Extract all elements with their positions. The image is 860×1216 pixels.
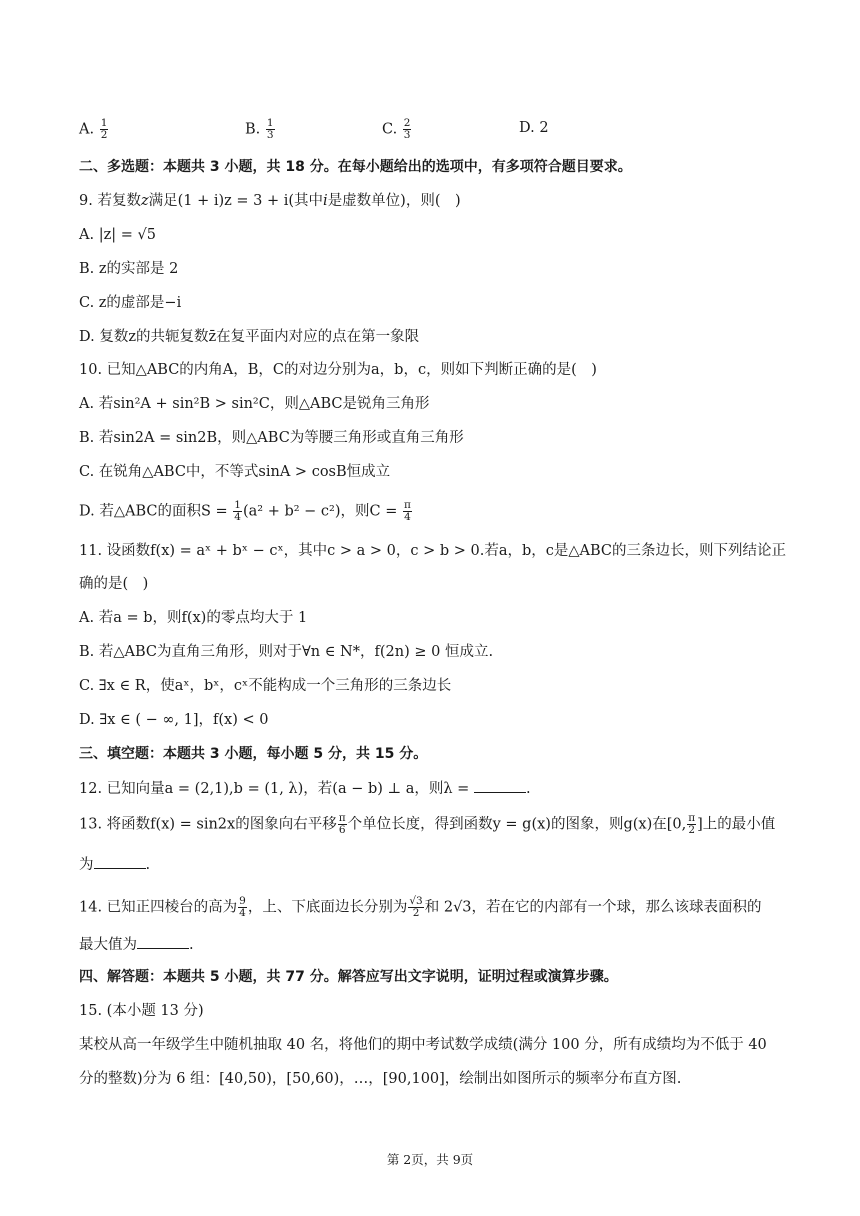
q15-title: 15. (本小题 13 分) [79, 1003, 204, 1019]
numerator: √3 [409, 895, 423, 907]
q9-option-d: D. 复数z的共轭复数z̄在复平面内对应的点在第一象限 [79, 329, 420, 345]
q14-stem-line1 [79, 896, 788, 919]
numerator: 9 [239, 895, 246, 907]
denominator: 2 [100, 129, 108, 141]
fraction [238, 896, 247, 919]
fraction [403, 118, 412, 141]
q12-vector-a: a = (2,1), [164, 781, 234, 797]
q11-option-a: A. 若a = b，则f(x)的零点均大于 1 [79, 610, 308, 626]
fraction [338, 813, 347, 836]
answer-blank [474, 778, 526, 793]
q13-mid: 个单位长度，得到函数y = g(x)的图象，则g(x)在[0, [347, 816, 687, 833]
q14-mid2: 和 2√3，若在它的内部有一个球，那么该球表面积的 [424, 899, 762, 916]
option-c [382, 118, 412, 141]
q14-mid: ，上、下底面边长分别为 [247, 899, 408, 916]
q12-prefix: 12. 已知向量 [79, 781, 165, 797]
q13-line2-suffix: . [145, 857, 151, 873]
q11-option-c: C. ∃x ∈ R，使aˣ，bˣ，cˣ不能构成一个三角形的三条边长 [79, 678, 452, 694]
q9-stem-mid: 满足(1 + i)z = 3 + i(其中 [148, 193, 324, 209]
numerator: 1 [234, 499, 241, 511]
q10-option-a: A. 若sin²A + sin²B > sin²C，则△ABC是锐角三角形 [79, 396, 430, 412]
q11-stem-line2: 确的是( ) [79, 576, 149, 592]
numerator: 1 [100, 117, 108, 129]
option-label: C. [382, 121, 398, 138]
q10-stem: 10. 已知△ABC的内角A，B，C的对边分别为a，b，c，则如下判断正确的是( ) [79, 362, 597, 378]
q15-line2: 分的整数)分为 6 组：[40,50)，[50,60)，…，[90,100]，绘制出如图所示的频率分布直方图. [79, 1071, 682, 1087]
q9-stem-prefix: 9. 若复数 [79, 193, 141, 209]
denominator: 6 [338, 824, 346, 836]
q9-stem-suffix: 是虚数单位)，则( ) [327, 193, 461, 209]
q12-condition: a − b) ⊥ a，则λ = [337, 781, 470, 797]
q10-option-c: C. 在锐角△ABC中，不等式sinA > cosB恒成立 [79, 464, 391, 480]
option-b [245, 118, 276, 141]
q12-stem [79, 778, 788, 799]
answer-blank [94, 854, 146, 869]
q14-line2-prefix: 最大值为 [79, 937, 137, 953]
q11-option-b: B. 若△ABC为直角三角形，则对于∀n ∈ N*，f(2n) ≥ 0 恒成立. [79, 644, 494, 660]
page-footer: 第 2页，共 9页 [386, 1152, 474, 1167]
q13-suffix: ]上的最小值 [697, 816, 776, 833]
q12-vector-b: b = (1, λ)，若( [233, 781, 338, 797]
denominator: 3 [403, 129, 411, 141]
denominator: 4 [404, 511, 411, 523]
q9-option-b: B. z的实部是 2 [79, 261, 179, 277]
numerator: π [338, 812, 346, 824]
fraction [408, 896, 423, 919]
option-d: D. 2 [519, 120, 549, 136]
q13-stem-line2 [79, 854, 788, 875]
numerator: 1 [266, 117, 274, 129]
q11-option-d: D. ∃x ∈ ( − ∞, 1]，f(x) < 0 [79, 712, 269, 728]
q10-d-prefix: D. 若△ABC的面积S = [79, 503, 228, 520]
option-a [79, 118, 109, 141]
numerator: 2 [403, 117, 411, 129]
section-heading-fill-in: 三、填空题：本题共 3 小题，每小题 5 分，共 15 分。 [79, 746, 428, 762]
q14-line2-suffix: . [189, 937, 194, 953]
q12-suffix: . [525, 781, 531, 797]
q14-stem-line2 [79, 934, 788, 955]
option-label: B. [245, 121, 261, 138]
q9-option-a: A. |z| = √5 [79, 227, 156, 243]
q9-stem: 9. 若复数z满足(1 + i)z = 3 + i(其中i是虚数单位)，则( ) [79, 193, 461, 209]
q15-line1: 某校从高一年级学生中随机抽取 40 名，将他们的期中考试数学成绩(满分 100 分，所有成绩均为不低于 40 [79, 1037, 767, 1053]
fraction [687, 813, 696, 836]
q9-option-c: C. z的虚部是−i [79, 295, 182, 311]
option-label: A. [79, 121, 95, 138]
denominator: 4 [234, 511, 241, 523]
q10-d-mid: (a² + b² − c²)，则C = [242, 503, 398, 520]
q13-line2-prefix: 为 [79, 857, 94, 873]
numerator: π [403, 499, 411, 511]
denominator: 3 [266, 129, 274, 141]
q10-option-b: B. 若sin2A = sin2B，则△ABC为等腰三角形或直角三角形 [79, 430, 464, 446]
numerator: π [688, 812, 696, 824]
denominator: 2 [412, 907, 420, 919]
q13-prefix: 13. 将函数f(x) = sin2x的图象向右平移 [79, 816, 337, 833]
q11-stem-line1: 11. 设函数f(x) = aˣ + bˣ − cˣ，其中c > a > 0，c > b > 0.若a，b，c是△ABC的三条边长，则下列结论正 [79, 543, 787, 559]
q14-prefix: 14. 已知正四棱台的高为 [79, 899, 238, 916]
fraction [403, 500, 412, 523]
section-heading-multiple-choice: 二、多选题：本题共 3 小题，共 18 分。在每小题给出的选项中，有多项符合题目要求。 [79, 159, 632, 175]
fraction [266, 118, 275, 141]
denominator: 4 [239, 907, 246, 919]
fraction [100, 118, 109, 141]
fraction [233, 500, 242, 523]
answer-blank [137, 934, 189, 949]
q10-option-d [79, 500, 788, 523]
denominator: 2 [688, 824, 696, 836]
q13-stem-line1 [79, 813, 788, 836]
section-heading-solutions: 四、解答题：本题共 5 小题，共 77 分。解答应写出文字说明，证明过程或演算步骤。 [79, 969, 618, 985]
